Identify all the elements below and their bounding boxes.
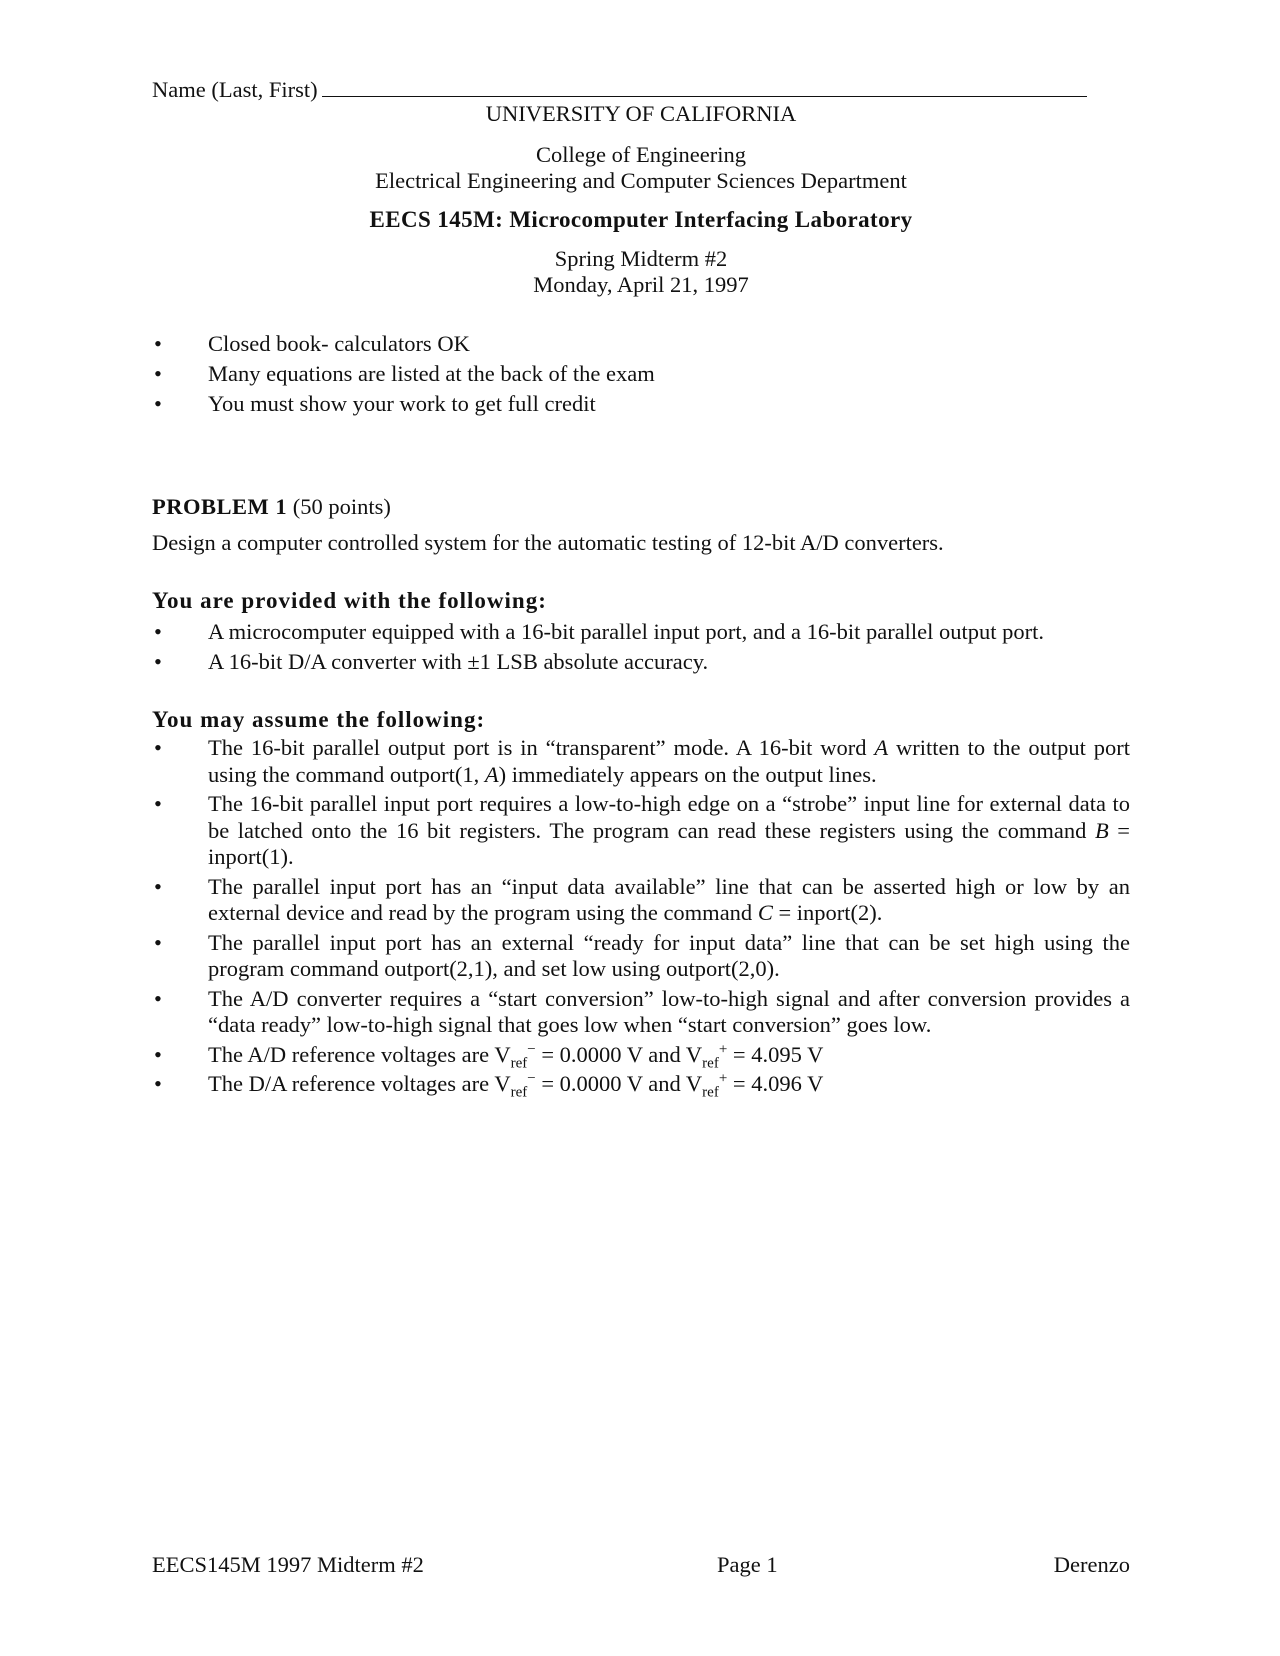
instruction-item: • Many equations are listed at the back of the exam bbox=[152, 359, 1130, 389]
provided-list bbox=[152, 617, 1130, 677]
instructions-list bbox=[152, 329, 1130, 419]
assume-list bbox=[152, 735, 1131, 1101]
problem-label: PROBLEM 1 bbox=[152, 494, 288, 519]
course-title: EECS 145M: Microcomputer Interfacing Laboratory bbox=[369, 207, 913, 232]
exam-date: Monday, April 21, 1997 bbox=[533, 272, 749, 297]
university-heading: UNIVERSITY OF CALIFORNIA bbox=[485, 101, 797, 126]
assume-item: • The A/D converter requires a “start conversion” low-to-high signal and after conversion provides a “data ready” low-to-high signal that goes low when “start conversion” goes low. bbox=[152, 986, 1130, 1039]
exam-page bbox=[152, 0, 1130, 1656]
footer-right: Derenzo bbox=[1053, 1552, 1130, 1577]
instruction-item: • Closed book- calculators OK bbox=[152, 329, 1130, 359]
name-label: Name (Last, First) bbox=[152, 77, 318, 102]
footer-left: EECS145M 1997 Midterm #2 bbox=[152, 1552, 424, 1577]
name-blank-line bbox=[322, 76, 1087, 97]
problem-points: (50 points) bbox=[292, 494, 391, 519]
assume-item: • The parallel input port has an “input data available” line that can be asserted high or low by an external device and read by the program using the command C = inport(2). bbox=[152, 874, 1130, 927]
footer-page-number: Page 1 bbox=[717, 1552, 778, 1577]
department-heading: Electrical Engineering and Computer Sciences Department bbox=[375, 168, 907, 193]
assume-item: • The A/D reference voltages are $V_{ref}^- = 0.0000$ V and $V_{ref}^+ = 4.095$ V bbox=[152, 1042, 1130, 1069]
assume-item: • The parallel input port has an external “ready for input data” line that can be set high using the program command outport(2,1), and set low using outport(2,0). bbox=[152, 930, 1130, 983]
name-field bbox=[152, 76, 1130, 103]
problem-statement: Design a computer controlled system for the automatic testing of 12-bit A/D converters. bbox=[152, 530, 944, 555]
instruction-item: • You must show your work to get full credit bbox=[152, 389, 1130, 419]
assume-item: • The 16-bit parallel output port is in “transparent” mode. A 16-bit word A written to the output port using the command outport(1, A) immediately appears on the output lines. bbox=[152, 735, 1130, 788]
assume-item: • The 16-bit parallel input port requires a low-to-high edge on a “strobe” input line for external data to be latched onto the 16 bit registers. The program can read these registers using the command B = inport(1). bbox=[152, 791, 1130, 871]
college-heading: College of Engineering bbox=[536, 142, 746, 167]
assume-item: • The D/A reference voltages are $V_{ref}^- = 0.0000$ V and $V_{ref}^+ = 4.096$ V bbox=[152, 1071, 1130, 1098]
provided-heading: You are provided with the following: bbox=[152, 588, 547, 613]
assume-heading: You may assume the following: bbox=[152, 707, 486, 732]
exam-name: Spring Midterm #2 bbox=[554, 246, 728, 271]
provided-item: • A 16-bit D/A converter with ±1 LSB absolute accuracy. bbox=[152, 647, 1130, 677]
provided-item: • A microcomputer equipped with a 16-bit parallel input port, and a 16-bit parallel output port. bbox=[152, 617, 1130, 647]
problem-heading bbox=[152, 493, 391, 520]
